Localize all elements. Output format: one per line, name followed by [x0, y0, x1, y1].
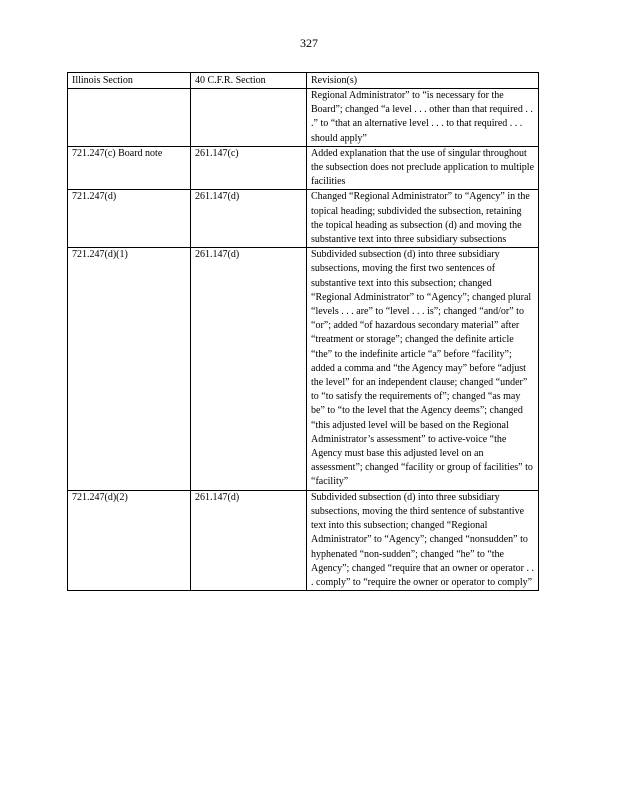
illinois-section-cell: 721.247(d)(2)	[68, 490, 191, 590]
header-illinois-section: Illinois Section	[68, 73, 191, 89]
page-number: 327	[300, 36, 318, 50]
cfr-section-cell: 261.147(d)	[191, 490, 307, 590]
illinois-section-cell: 721.247(d)	[68, 190, 191, 248]
table-row	[68, 190, 539, 248]
revision-cell: Added explanation that the use of singular throughout the subsection does not preclude application to multiple facilities	[307, 146, 539, 190]
revision-cell: Changed “Regional Administrator” to “Agency” in the topical heading; subdivided the subsection, retaining the topical heading as subsection (d) and moving the substantive text into three subsidiary subsections	[307, 190, 539, 248]
cfr-section-cell: 261.147(d)	[191, 248, 307, 490]
revision-cell: Regional Administrator” to “is necessary for the Board”; changed “a level . . . other than that required . . .” to “that an alternative level . . . to that required . . . should apply”	[307, 89, 539, 147]
illinois-section-cell: 721.247(c) Board note	[68, 146, 191, 190]
table-header-row	[68, 73, 539, 89]
illinois-section-cell	[68, 89, 191, 147]
header-cfr-section: 40 C.F.R. Section	[191, 73, 307, 89]
cfr-section-cell: 261.147(c)	[191, 146, 307, 190]
revision-cell: Subdivided subsection (d) into three subsidiary subsections, moving the third sentence of substantive text into this subsection; changed “Regional Administrator” to “Agency”; changed “nonsudden” to hyphenated “non-sudden”; changed “he” to “the Agency”; changed “require that an owner or operator . . . comply” to “require the owner or operator to comply”	[307, 490, 539, 590]
table-row	[68, 248, 539, 490]
table-row	[68, 490, 539, 590]
revisions-table	[67, 72, 539, 591]
illinois-section-cell: 721.247(d)(1)	[68, 248, 191, 490]
table-row	[68, 146, 539, 190]
table-row	[68, 89, 539, 147]
header-revisions: Revision(s)	[307, 73, 539, 89]
cfr-section-cell	[191, 89, 307, 147]
cfr-section-cell: 261.147(d)	[191, 190, 307, 248]
revision-cell: Subdivided subsection (d) into three subsidiary subsections, moving the first two sentences of substantive text into this subsection; changed “Regional Administrator” to “Agency”; changed plural “levels . . . are” to “level . . . is”; changed “and/or” to “or”; added “of hazardous secondary material” after “treatment or storage”; changed the definite article “the” to the indefinite article “a” before “facility”; added a comma and “the Agency may” before “adjust the level” for an independent clause; changed “under” to “to satisfy the requirements of”; changed “as may be” to “to the level that the Agency deems”; changed “this adjusted level will be based on the Regional Administrator’s assessment” to active-voice “the Agency must base this adjusted level on an assessment”; changed “facility or group of facilities” to “facility”	[307, 248, 539, 490]
